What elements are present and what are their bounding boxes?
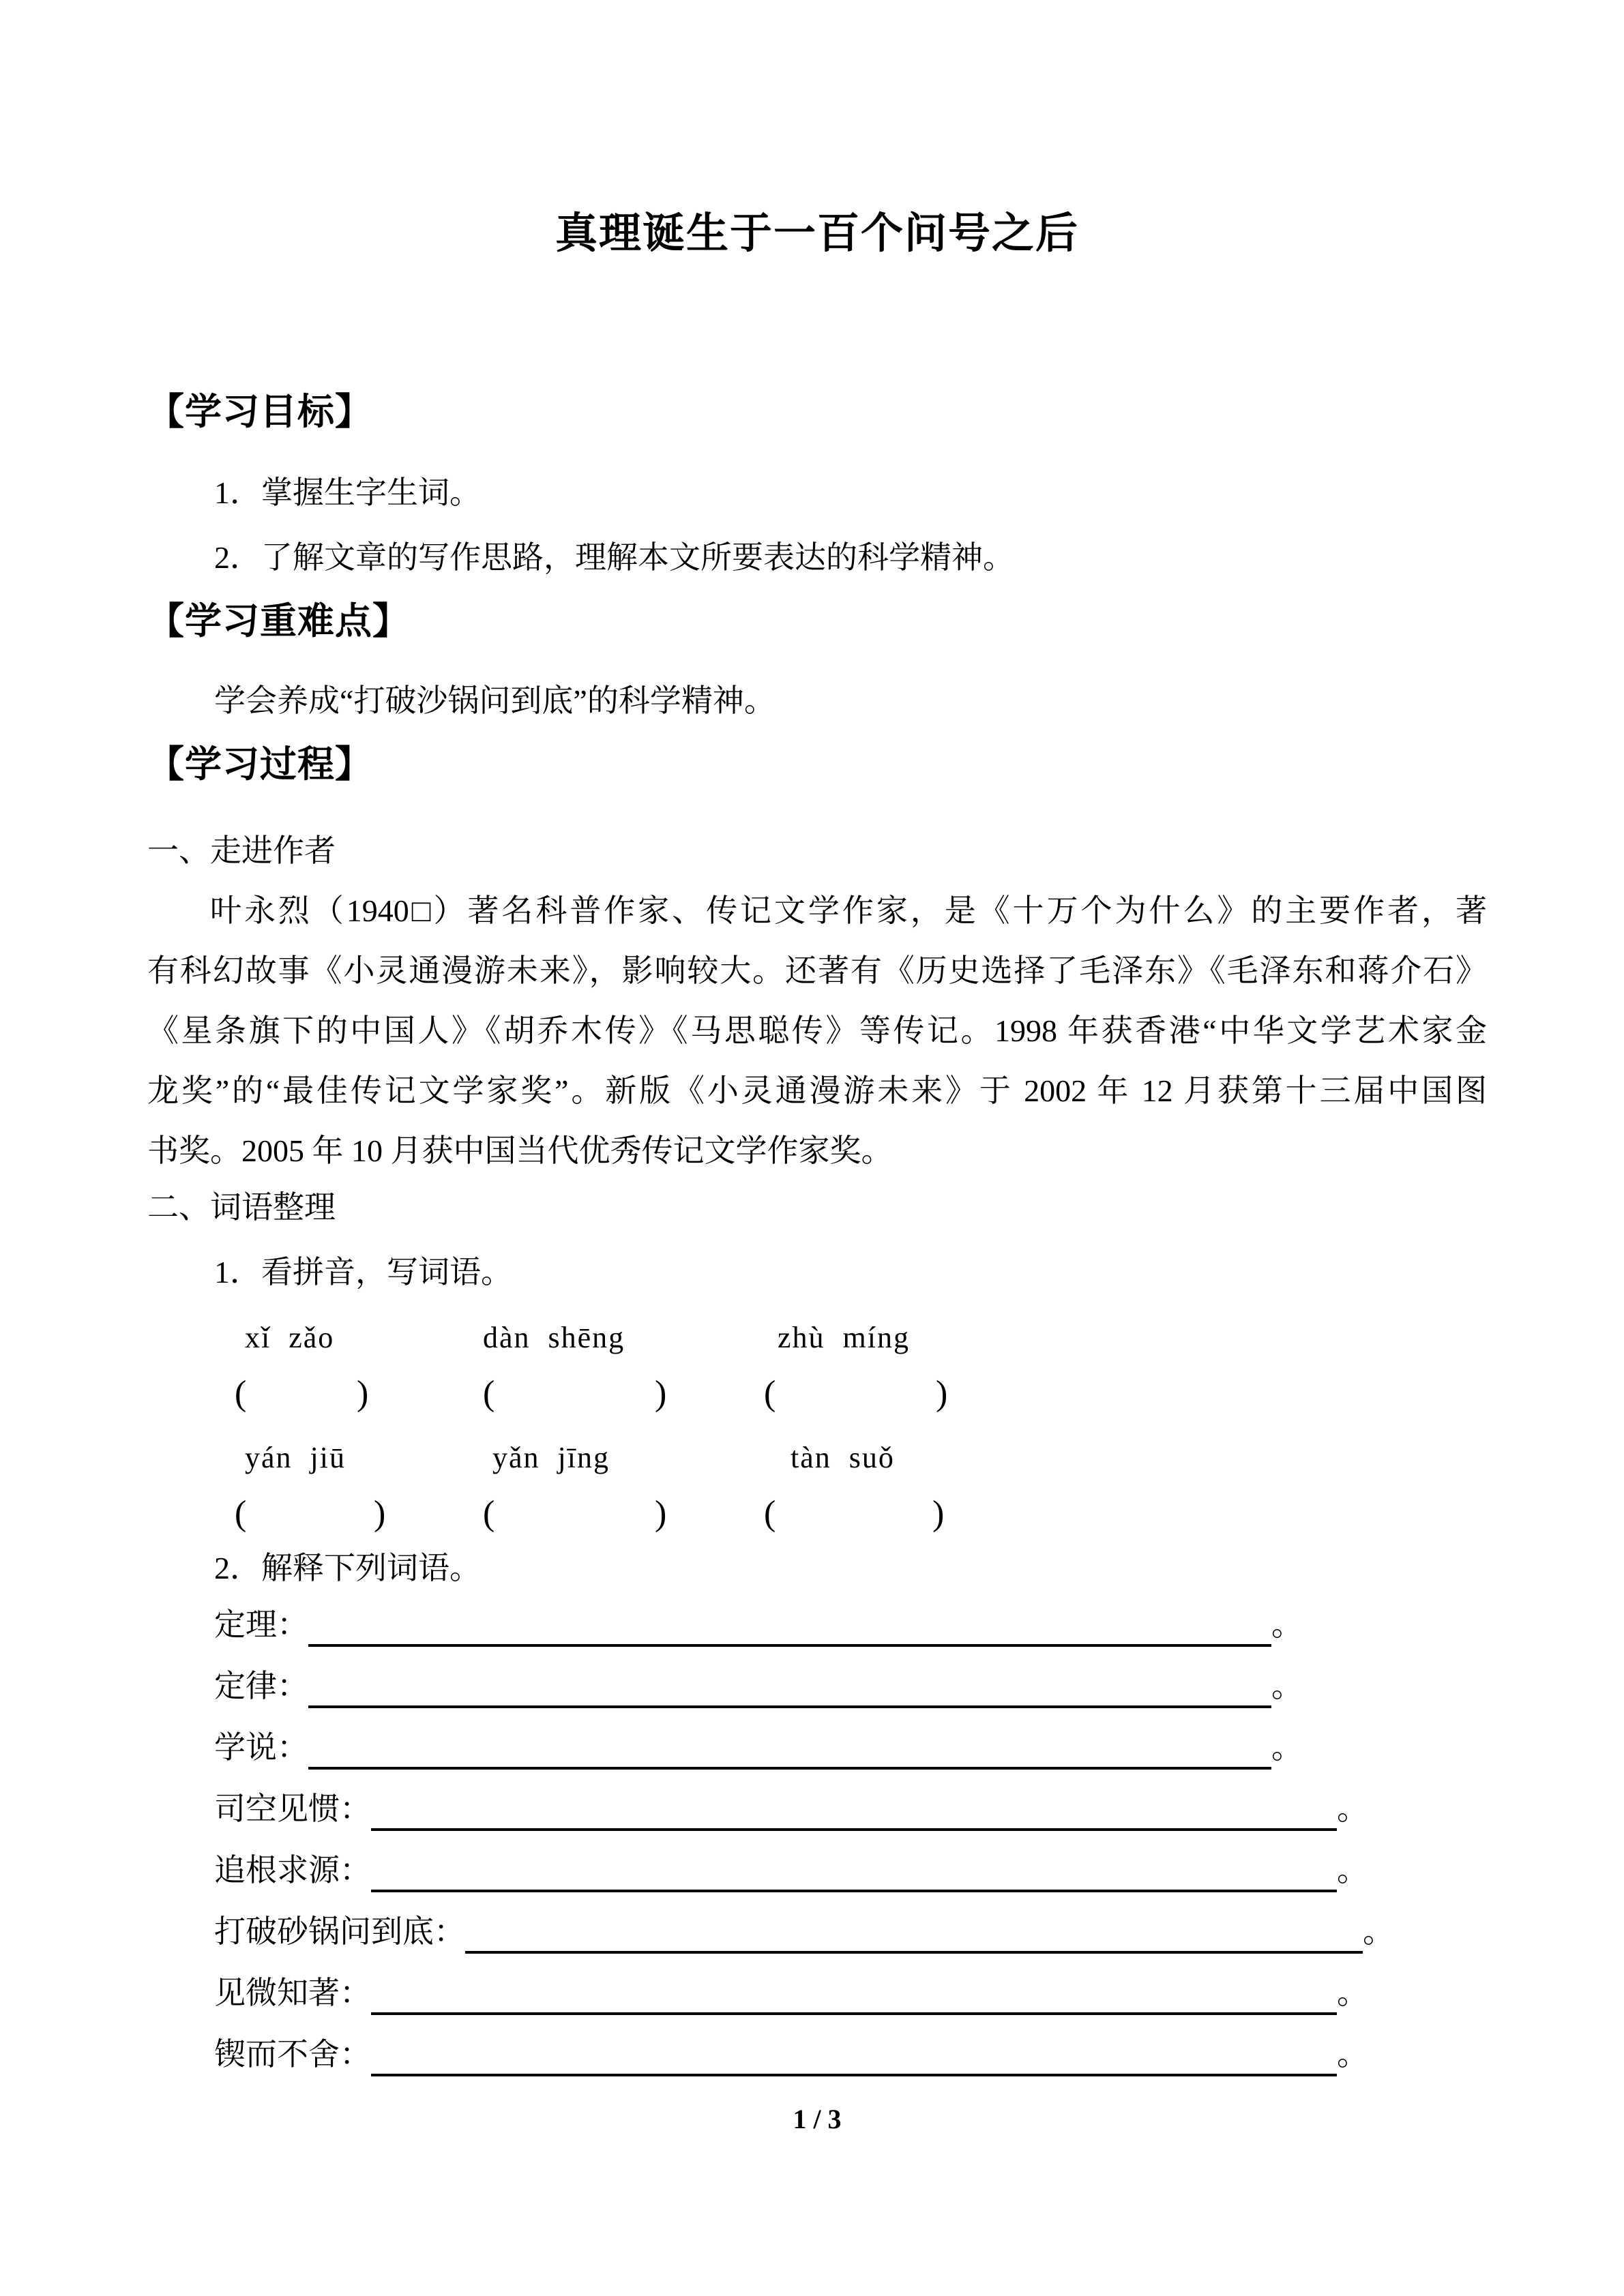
page-number: 1 / 3 [793, 2104, 842, 2134]
pinyin-row-1 [147, 1309, 1487, 1369]
answer-paren-row-2 [147, 1489, 1487, 1549]
term-label: 司空见惯： [214, 1791, 371, 1826]
paren-close: ) [374, 1494, 386, 1533]
paren-close: ) [655, 1374, 667, 1413]
author-paragraph-line: 有科幻故事《小灵通漫游未来》，影响较大。还著有《历史选择了毛泽东》《毛泽东和蒋介石》 [147, 953, 1487, 988]
answer-blank-line [371, 1853, 1337, 1892]
pinyin-yanjiu: yán jiū [245, 1441, 346, 1474]
paren-open: ( [483, 1494, 495, 1533]
period-mark: 。 [1271, 1730, 1303, 1765]
definition-row-xueshuo [214, 1731, 1303, 1792]
period-mark: 。 [1337, 1791, 1368, 1826]
author-paragraph-line: 叶永烈（1940□）著名科普作家、传记文学作家，是《十万个为什么》的主要作者，著 [210, 893, 1487, 928]
heading-learning-process: 【学习过程】 [147, 744, 372, 785]
answer-blank-line [465, 1915, 1363, 1954]
definition-row-dinglv [214, 1669, 1303, 1731]
page-title: 真理诞生于一百个问号之后 [555, 211, 1079, 257]
author-paragraph-line: 书奖。2005 年 10 月获中国当代优秀传记文学作家奖。 [147, 1133, 893, 1168]
term-label: 打破砂锅问到底： [214, 1914, 465, 1949]
author-paragraph-line: 《星条旗下的中国人》《胡乔木传》《马思聪传》等传记。1998 年获香港“中华文学艺术家金 [147, 1013, 1487, 1048]
pinyin-dansheng: dàn shēng [483, 1321, 625, 1354]
paren-open: ( [764, 1494, 776, 1533]
pinyin-tansuo: tàn suǒ [791, 1441, 895, 1474]
goal-item-2: 2．了解文章的写作思路，理解本文所要表达的科学精神。 [214, 540, 1014, 575]
answer-paren-row-1 [147, 1369, 1487, 1429]
key-points-body: 学会养成“打破沙锅问到底”的科学精神。 [214, 683, 776, 718]
term-label: 定理： [214, 1607, 308, 1642]
paren-open: ( [235, 1374, 247, 1413]
subheading-author: 一、走进作者 [147, 833, 336, 868]
answer-blank-line [371, 2038, 1337, 2076]
pinyin-zhuming: zhù míng [778, 1321, 910, 1354]
paren-close: ) [655, 1494, 667, 1533]
paren-open: ( [764, 1374, 776, 1413]
period-mark: 。 [1337, 1976, 1368, 2010]
author-paragraph [147, 881, 1487, 1181]
paren-open: ( [235, 1494, 247, 1533]
answer-blank-line [371, 1976, 1337, 2015]
definition-row-zhuigenqiuyuan [214, 1853, 1368, 1915]
definition-row-daposhaguo [214, 1915, 1394, 1976]
answer-blank-line [371, 1792, 1337, 1831]
heading-key-points: 【学习重难点】 [147, 601, 410, 642]
term-label: 学说： [214, 1730, 308, 1765]
term-label: 追根求源： [214, 1853, 371, 1888]
paren-close: ) [932, 1494, 945, 1533]
answer-blank-line [308, 1731, 1271, 1770]
answer-blank-line [308, 1669, 1271, 1708]
page-content [147, 0, 1487, 2134]
definition-row-qieerbushe [214, 2038, 1368, 2099]
paren-close: ) [936, 1374, 948, 1413]
subheading-words: 二、词语整理 [147, 1190, 336, 1225]
pinyin-row-2 [147, 1429, 1487, 1489]
definition-row-jianweizhizhu [214, 1976, 1368, 2038]
period-mark: 。 [1337, 1853, 1368, 1888]
term-label: 见微知著： [214, 1976, 371, 2010]
period-mark: 。 [1363, 1914, 1394, 1949]
heading-learning-goals: 【学习目标】 [147, 391, 372, 432]
term-label: 定律： [214, 1669, 308, 1703]
answer-blank-line [308, 1608, 1271, 1647]
paren-open: ( [483, 1374, 495, 1413]
period-mark: 。 [1271, 1669, 1303, 1703]
definition-row-sikongjianguan [214, 1792, 1368, 1853]
definition-row-dingli [214, 1608, 1303, 1669]
author-paragraph-line: 龙奖”的“最佳传记文学家奖”。新版《小灵通漫游未来》于 2002 年 12 月获第十三届中国图 [147, 1073, 1487, 1108]
period-mark: 。 [1337, 2037, 1368, 2072]
goal-item-1: 1．掌握生字生词。 [214, 475, 481, 510]
term-label: 锲而不舍： [214, 2037, 371, 2072]
definition-exercise-label: 2．解释下列词语。 [214, 1551, 481, 1585]
pinyin-exercise-label: 1．看拼音，写词语。 [214, 1255, 512, 1289]
period-mark: 。 [1271, 1607, 1303, 1642]
paren-close: ) [357, 1374, 369, 1413]
pinyin-yanjing: yǎn jīng [492, 1441, 610, 1474]
pinyin-xizao: xǐ zǎo [245, 1321, 335, 1354]
